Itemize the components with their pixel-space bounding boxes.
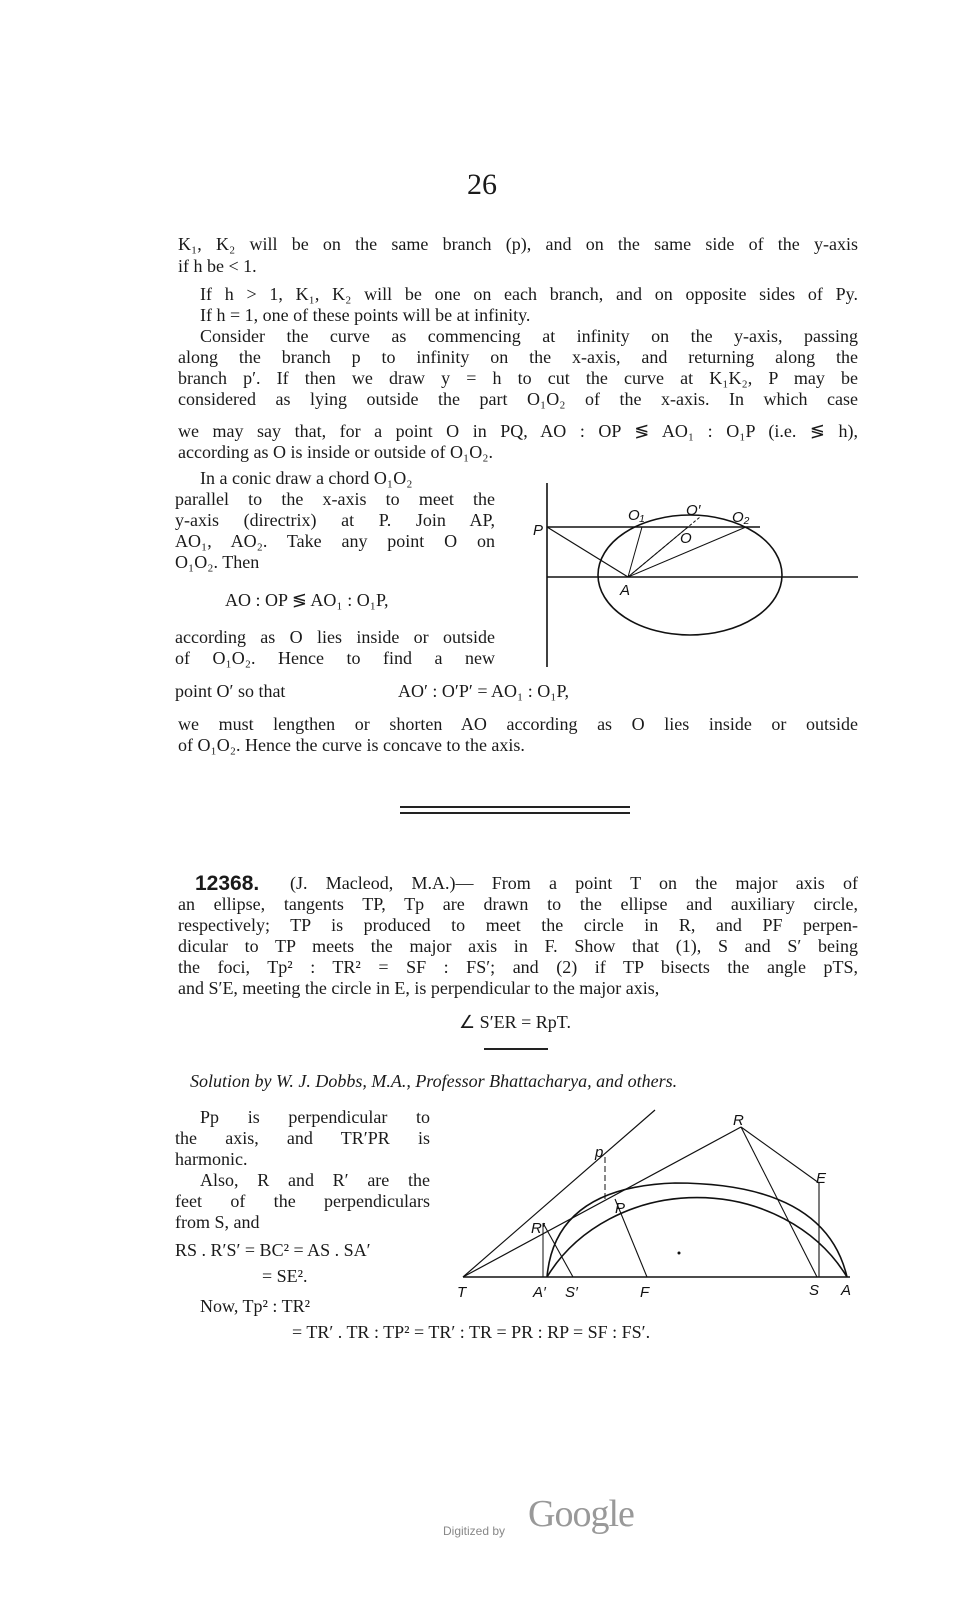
conic-text-line: according as O lies inside or outside — [175, 627, 495, 647]
problem-number: 12368. — [195, 872, 260, 895]
text-line: If h > 1, K₁, K₂ will be one on each branch, and on opposite sides of Py. — [200, 284, 858, 304]
label-O1: O₁ — [628, 507, 645, 524]
conic-text-line: of O₁O₂. Hence to find a new — [175, 648, 495, 668]
label-P: P — [533, 522, 544, 539]
problem-line: respectively; TP is produced to meet the circle in R, and PF perpen- — [178, 915, 858, 935]
google-logo — [528, 1492, 634, 1536]
text-line: we must lengthen or shorten AO according as O lies inside or outside — [178, 714, 858, 734]
page-number: 26 — [467, 168, 497, 201]
problem-line: an ellipse, tangents TP, Tp are drawn to the ellipse and auxiliary circle, — [178, 894, 858, 914]
label-R-prime: R′ — [531, 1220, 545, 1237]
equation-line: Now, Tp² : TR² — [200, 1296, 310, 1316]
section-divider — [400, 812, 630, 814]
text-line: If h = 1, one of these points will be at infinity. — [200, 305, 531, 325]
conic-text-line: y-axis (directrix) at P. Join AP, — [175, 510, 495, 530]
section-divider — [400, 806, 630, 808]
conic-text-line: O₁O₂. Then — [175, 552, 260, 572]
label-A: A — [620, 582, 631, 599]
solution-line: Pp is perpendicular to — [200, 1107, 430, 1127]
text-line: we may say that, for a point O in PQ, AO : OP ≶ AO₁ : O₁P (i.e. ≶ h), — [178, 421, 858, 441]
problem-line: dicular to TP meets the major axis in F. Show that (1), S and S′ being — [178, 936, 858, 956]
label-O2: O₂ — [732, 509, 750, 526]
label-R: R — [733, 1112, 744, 1129]
text-line: of O₁O₂. Hence the curve is concave to the axis. — [178, 735, 525, 755]
text-line: K₁, K₂ will be on the same branch (p), and on the same side of the y-axis — [178, 234, 858, 254]
text-line: considered as lying outside the part O₁O₂ of the x-axis. In which case — [178, 389, 858, 409]
label-P: P — [615, 1200, 626, 1217]
solution-line: Also, R and R′ are the — [200, 1170, 430, 1190]
text-line: if h be < 1. — [178, 256, 257, 276]
conic-text-line: AO₁, AO₂. Take any point O on — [175, 531, 495, 551]
line-rs — [741, 1127, 817, 1277]
label-A: A — [841, 1282, 852, 1299]
problem-line: (J. Macleod, M.A.)— From a point T on the major axis of — [290, 873, 858, 893]
solution-header: Solution by W. J. Dobbs, M.A., Professor Bhattacharya, and others. — [190, 1071, 678, 1091]
point-prefix: point O′ so that — [175, 681, 286, 701]
label-O-prime: O′ — [686, 502, 701, 519]
conic-text-line: parallel to the x-axis to meet the — [175, 489, 495, 509]
ellipse-circle-figure — [445, 1105, 865, 1305]
label-S: S — [809, 1282, 820, 1299]
center-dot — [678, 1252, 681, 1255]
short-rule — [484, 1048, 548, 1050]
problem-equation: ∠ S′ER = RpT. — [459, 1012, 571, 1032]
digitized-by-label: Digitized by — [443, 1524, 506, 1538]
text-line: along the branch p to infinity on the x-axis, and returning along the — [178, 347, 858, 367]
label-p: p — [595, 1144, 604, 1161]
ratio-equation: AO : OP ≶ AO₁ : O₁P, — [225, 590, 389, 610]
conic-text-line: In a conic draw a chord O₁O₂ — [200, 468, 413, 488]
label-E: E — [816, 1170, 827, 1187]
label-S-prime: S′ — [565, 1284, 578, 1301]
text-line: Consider the curve as commencing at infinity on the y-axis, passing — [200, 326, 858, 346]
problem-line: the foci, Tp² : TR² = SF : FS′; and (2) if TP bisects the angle pTS, — [178, 957, 858, 977]
line-ap — [547, 527, 628, 577]
label-F: F — [640, 1284, 650, 1301]
auxiliary-circle — [547, 1198, 847, 1277]
line-re — [741, 1127, 819, 1183]
google-wordmark: Google — [528, 1493, 634, 1535]
label-A-prime: A′ — [533, 1284, 546, 1301]
text-line: according as O is inside or outside of O₁O₂. — [178, 442, 493, 462]
equation-line: RS . R′S′ = BC² = AS . SA′ — [175, 1240, 371, 1260]
line-ao1 — [628, 527, 642, 577]
label-T: T — [457, 1284, 467, 1301]
text-line: branch p′. If then we draw y = h to cut the curve at K₁K₂, P may be — [178, 368, 858, 388]
footer-watermark — [443, 1520, 505, 1539]
solution-line: feet of the perpendiculars — [175, 1191, 430, 1211]
solution-line: the axis, and TR′PR is — [175, 1128, 430, 1148]
conic-figure — [520, 475, 860, 675]
solution-line: from S, and — [175, 1212, 260, 1232]
problem-line: and S′E, meeting the circle in E, is perpendicular to the major axis, — [178, 978, 660, 998]
point-equation: AO′ : O′P′ = AO₁ : O₁P, — [398, 681, 570, 701]
equation-line: = TR′ . TR : TP² = TR′ : TR = PR : RP = SF : FS′. — [292, 1322, 651, 1342]
equation-line: = SE². — [262, 1266, 308, 1286]
label-O: O — [680, 530, 692, 547]
solution-line: harmonic. — [175, 1149, 248, 1169]
